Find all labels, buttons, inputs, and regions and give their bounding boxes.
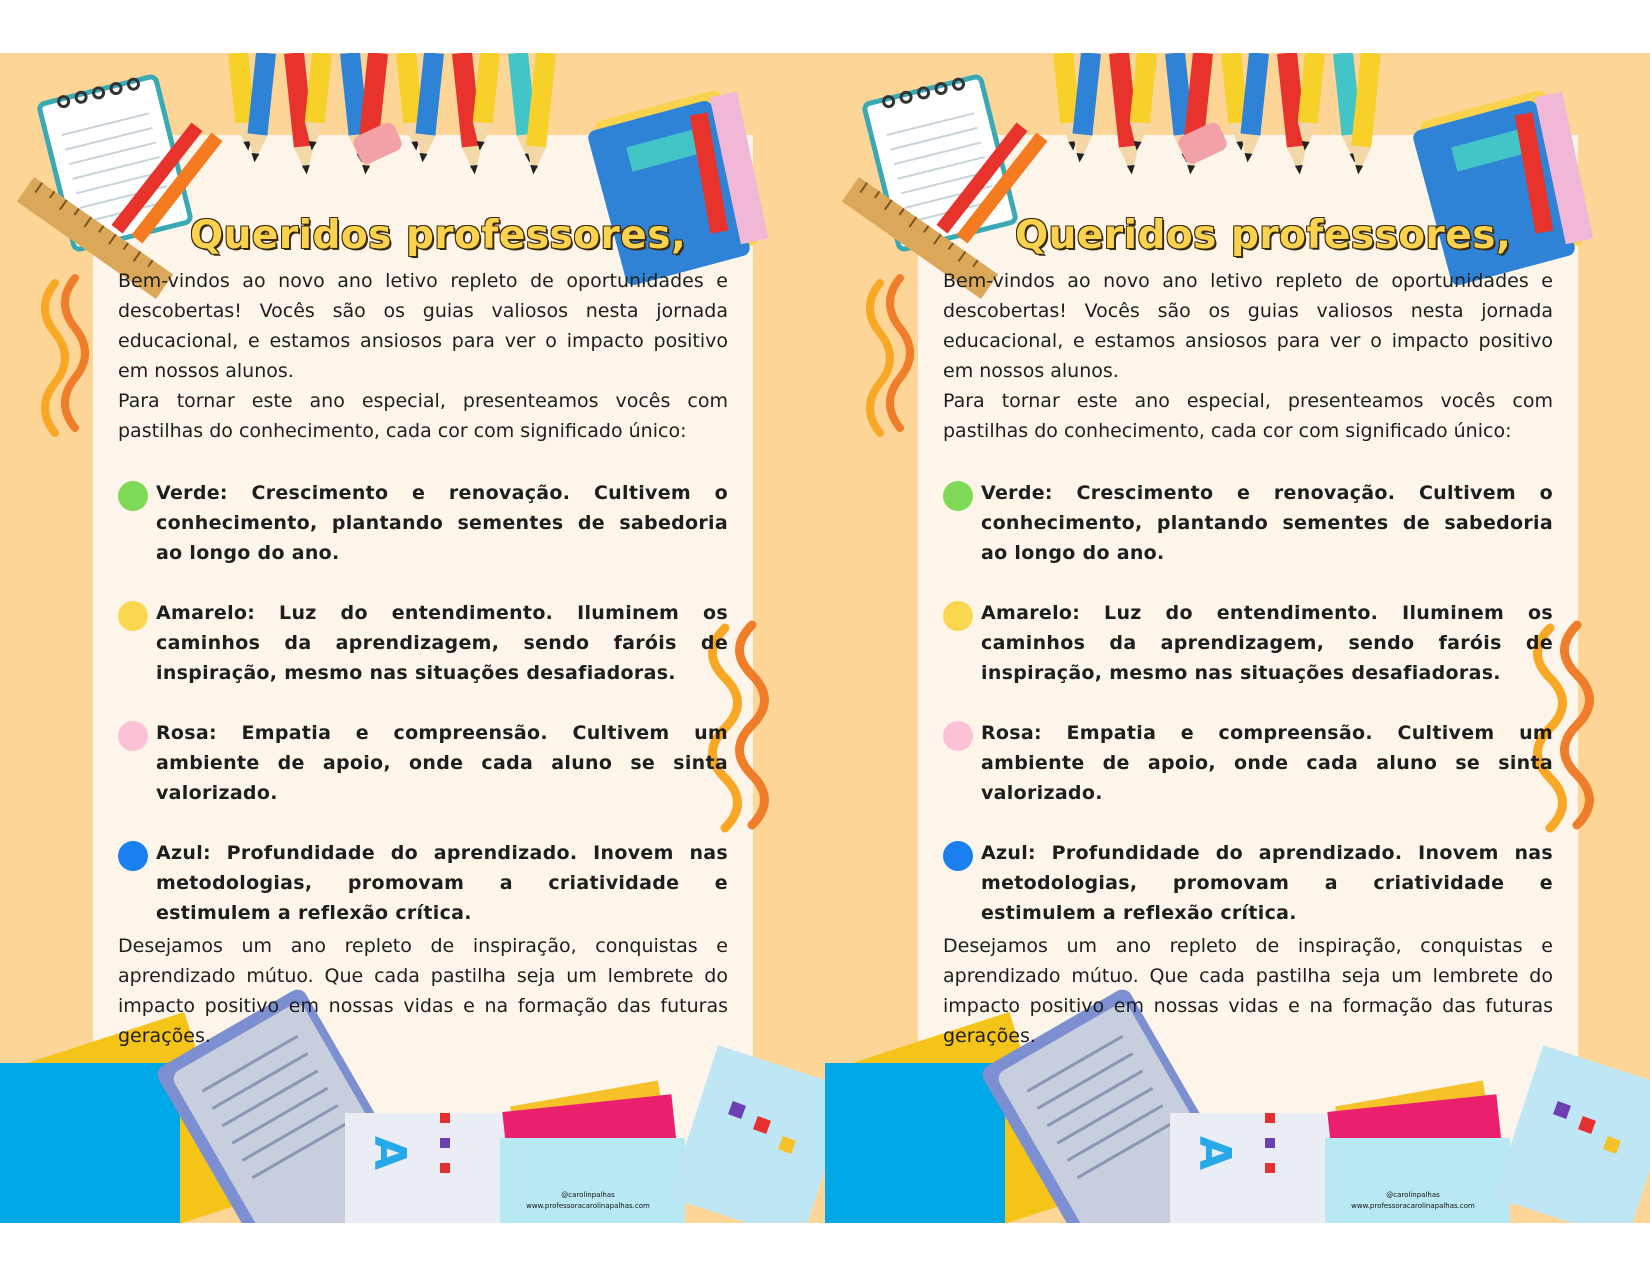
pill-description: Rosa: Empatia e compreensão. Cultivem um ambiente de apoio, onde cada aluno se sinta valorizado. [156, 722, 728, 804]
blue-dot-icon [118, 841, 148, 871]
intro-paragraph: Bem-vindos ao novo ano letivo repleto de oportunidades e descobertas! Vocês são os guias valiosos nesta jornada educacional, e estamos ansiosos para ver o impacto positivo em nossos alunos. [118, 270, 728, 382]
footer-handle: @carolinpalhas [1386, 1191, 1440, 1199]
intro-text [118, 266, 728, 446]
intro-paragraph: Bem-vindos ao novo ano letivo repleto de oportunidades e descobertas! Vocês são os guias valiosos nesta jornada educacional, e estamos ansiosos para ver o impacto positivo em nossos alunos. [943, 270, 1553, 382]
decor-letter: A [364, 1135, 416, 1171]
pill-description: Azul: Profundidade do aprendizado. Inovem nas metodologias, promovam a criatividade e estimulem a reflexão crítica. [981, 842, 1553, 924]
list-item-green [943, 478, 1553, 568]
intro-paragraph: Para tornar este ano especial, presenteamos vocês com pastilhas do conhecimento, cada cor com significado único: [943, 390, 1553, 442]
pill-description: Rosa: Empatia e compreensão. Cultivem um ambiente de apoio, onde cada aluno se sinta valorizado. [981, 722, 1553, 804]
closing-text: Desejamos um ano repleto de inspiração, conquistas e aprendizado mútuo. Que cada pastilha seja um lembrete do impacto positivo em nossas vidas e na formação das futuras gerações. [943, 935, 1553, 1047]
colored-pencils-icon [228, 53, 556, 175]
pill-list [943, 478, 1553, 958]
list-item-green [118, 478, 728, 568]
pink-dot-icon [943, 721, 973, 751]
footer-website: www.professoracarolinapalhas.com [526, 1202, 650, 1210]
yellow-dot-icon [118, 601, 148, 631]
pill-description: Amarelo: Luz do entendimento. Iluminem os caminhos da aprendizagem, sendo faróis de inspiração, mesmo nas situações desafiadoras. [981, 602, 1553, 684]
list-item-pink [943, 718, 1553, 808]
squiggle-left-icon [870, 278, 910, 433]
intro-paragraph: Para tornar este ano especial, presenteamos vocês com pastilhas do conhecimento, cada cor com significado único: [118, 390, 728, 442]
page-title: Queridos professores, [190, 213, 687, 258]
closing-text: Desejamos um ano repleto de inspiração, conquistas e aprendizado mútuo. Que cada pastilha seja um lembrete do impacto positivo em nossas vidas e na formação das futuras gerações. [118, 935, 728, 1047]
pill-description: Azul: Profundidade do aprendizado. Inovem nas metodologias, promovam a criatividade e estimulem a reflexão crítica. [156, 842, 728, 924]
footer-credits [518, 1190, 658, 1212]
green-dot-icon [943, 481, 973, 511]
list-item-yellow [118, 598, 728, 688]
footer-website: www.professoracarolinapalhas.com [1351, 1202, 1475, 1210]
page-title: Queridos professores, [1015, 213, 1512, 258]
blue-dot-icon [943, 841, 973, 871]
pill-list [118, 478, 728, 958]
yellow-dot-icon [943, 601, 973, 631]
pill-description: Verde: Crescimento e renovação. Cultivem o conhecimento, plantando sementes de sabedoria ao longo do ano. [981, 482, 1553, 564]
intro-text [943, 266, 1553, 446]
flyer-left [0, 53, 825, 1223]
green-dot-icon [118, 481, 148, 511]
footer-handle: @carolinpalhas [561, 1191, 615, 1199]
flyer-right [825, 53, 1650, 1223]
squiggle-left-icon [45, 278, 85, 433]
list-item-blue [118, 838, 728, 928]
colored-pencils-icon [1053, 53, 1381, 175]
decor-letter: A [1189, 1135, 1241, 1171]
pill-description: Verde: Crescimento e renovação. Cultivem o conhecimento, plantando sementes de sabedoria ao longo do ano. [156, 482, 728, 564]
list-item-blue [943, 838, 1553, 928]
list-item-yellow [943, 598, 1553, 688]
footer-credits [1343, 1190, 1483, 1212]
list-item-pink [118, 718, 728, 808]
pink-dot-icon [118, 721, 148, 751]
pill-description: Amarelo: Luz do entendimento. Iluminem os caminhos da aprendizagem, sendo faróis de inspiração, mesmo nas situações desafiadoras. [156, 602, 728, 684]
